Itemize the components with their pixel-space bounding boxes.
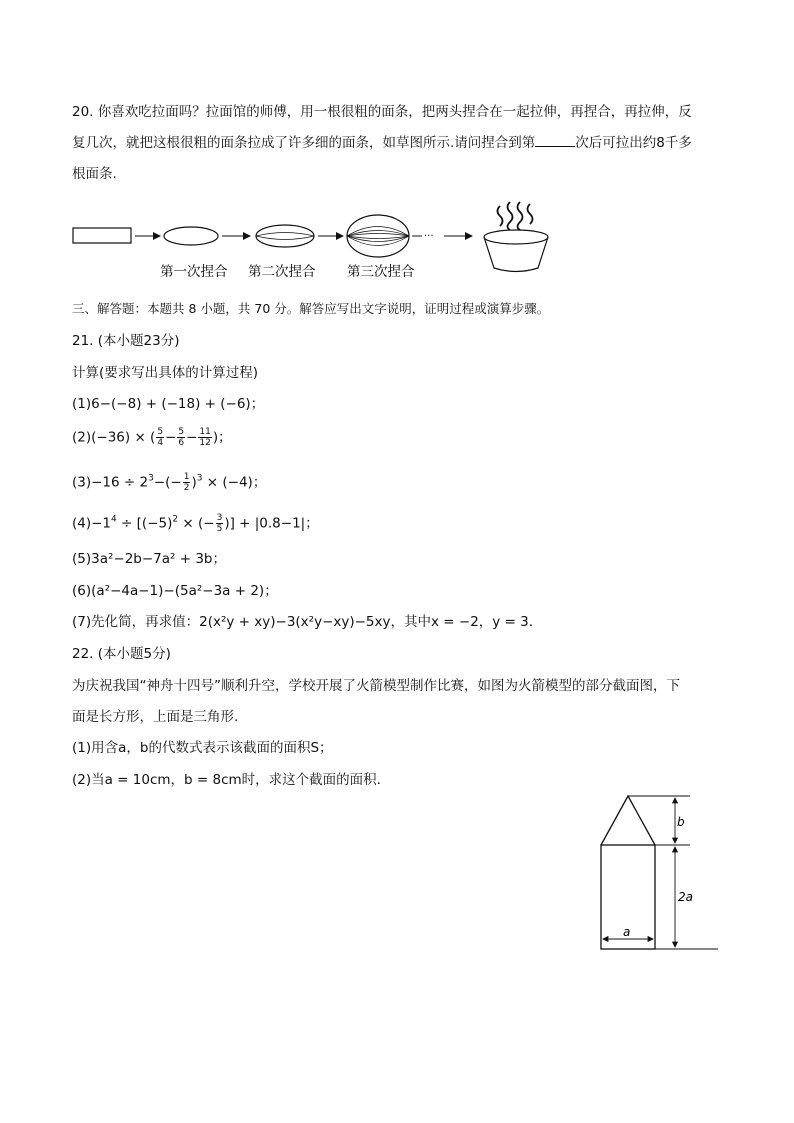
triangle-top <box>601 796 655 845</box>
thick-noodle-rect <box>73 228 131 243</box>
fraction-11-12: $\frac{11}{12}$ <box>199 427 211 448</box>
dim-label-a: a <box>623 925 631 939</box>
q22-line2: 面是长方形，上面是三角形. <box>72 709 239 725</box>
q20-line2-text-end: 次后可拉出约8千多 <box>575 135 692 151</box>
dim-label-b: b <box>677 815 685 829</box>
answer-blank <box>535 134 575 147</box>
q20-line2 <box>72 134 692 152</box>
q21-part7: (7)先化简，再求值：2(x²y + xy)−3(x²y−xy)−5xy，其中x = −2，y = 3. <box>72 614 534 630</box>
q22-head: 22. (本小题5分) <box>72 646 171 662</box>
q21-part3: $(3)-16 \div 2^3-(-$ $\frac{1}{2}$ )$^3$ × (−4)； <box>72 472 267 493</box>
fold-label-1: 第一次捏合 <box>160 264 228 280</box>
dim-label-2a: 2a <box>678 890 693 904</box>
q21-part2: (2)(−36) × ( $\frac{5}{4}$ − $\frac{5}{6}$ − $\frac{11}{12}$ )； <box>72 427 232 448</box>
section-heading: 三、解答题：本题共 8 小题，共 70 分。解答应写出文字说明，证明过程或演算步骤。 <box>72 301 550 316</box>
noodle-figure <box>60 195 480 285</box>
third-fold-ellipse <box>347 215 409 257</box>
fraction-5-4: $\frac{5}{4}$ <box>157 427 164 448</box>
fold-label-3: 第三次捏合 <box>347 264 415 280</box>
noodle-bowl-icon <box>478 196 568 276</box>
q22-part1: (1)用含a，b的代数式表示该截面的面积S； <box>72 740 333 756</box>
fraction-5-6: $\frac{5}{6}$ <box>178 427 185 448</box>
fold-label-2: 第二次捏合 <box>248 264 316 280</box>
q22-line1: 为庆祝我国“神舟十四号”顺利升空，学校开展了火箭模型制作比赛，如图为火箭模型的部分截面图，下 <box>72 678 680 694</box>
q20-line2-text: 复几次，就把这根很粗的面条拉成了许多细的面条，如草图所示.请问捏合到第 <box>72 135 536 151</box>
q21-part6: (6)(a²−4a−1)−(5a²−3a + 2)； <box>72 583 278 599</box>
q21-part2-suffix: )； <box>212 429 232 446</box>
q21-part4: $(4)-1^4 \div [(-5)^2$ × (− $\frac{3}{5}$ )] + |0.8−1|； <box>72 513 319 534</box>
second-fold-ellipse <box>256 225 314 247</box>
q21-intro: 计算(要求写出具体的计算过程) <box>72 365 259 381</box>
ellipsis-dots: ··· <box>424 231 434 242</box>
q21-part5: (5)3a²−2b−7a² + 3b； <box>72 551 227 567</box>
fraction-1-2: $\frac{1}{2}$ <box>183 472 190 493</box>
q20-line1: 20. 你喜欢吃拉面吗？拉面馆的师傅，用一根很粗的面条，把两头捏合在一起拉伸，再捏合，再拉伸，反 <box>72 104 692 120</box>
q21-part1: (1)6−(−8) + (−18) + (−6)； <box>72 396 265 412</box>
q20-line3: 根面条. <box>72 166 117 182</box>
q21-head: 21. (本小题23分) <box>72 333 180 349</box>
rocket-section-figure <box>590 788 725 958</box>
q22-part2: (2)当a = 10cm，b = 8cm时，求这个截面的面积. <box>72 772 381 788</box>
q21-part2-prefix: (2)(−36) × ( <box>72 429 156 446</box>
fraction-3-5: $\frac{3}{5}$ <box>216 513 223 534</box>
first-fold-ellipse <box>164 227 218 245</box>
